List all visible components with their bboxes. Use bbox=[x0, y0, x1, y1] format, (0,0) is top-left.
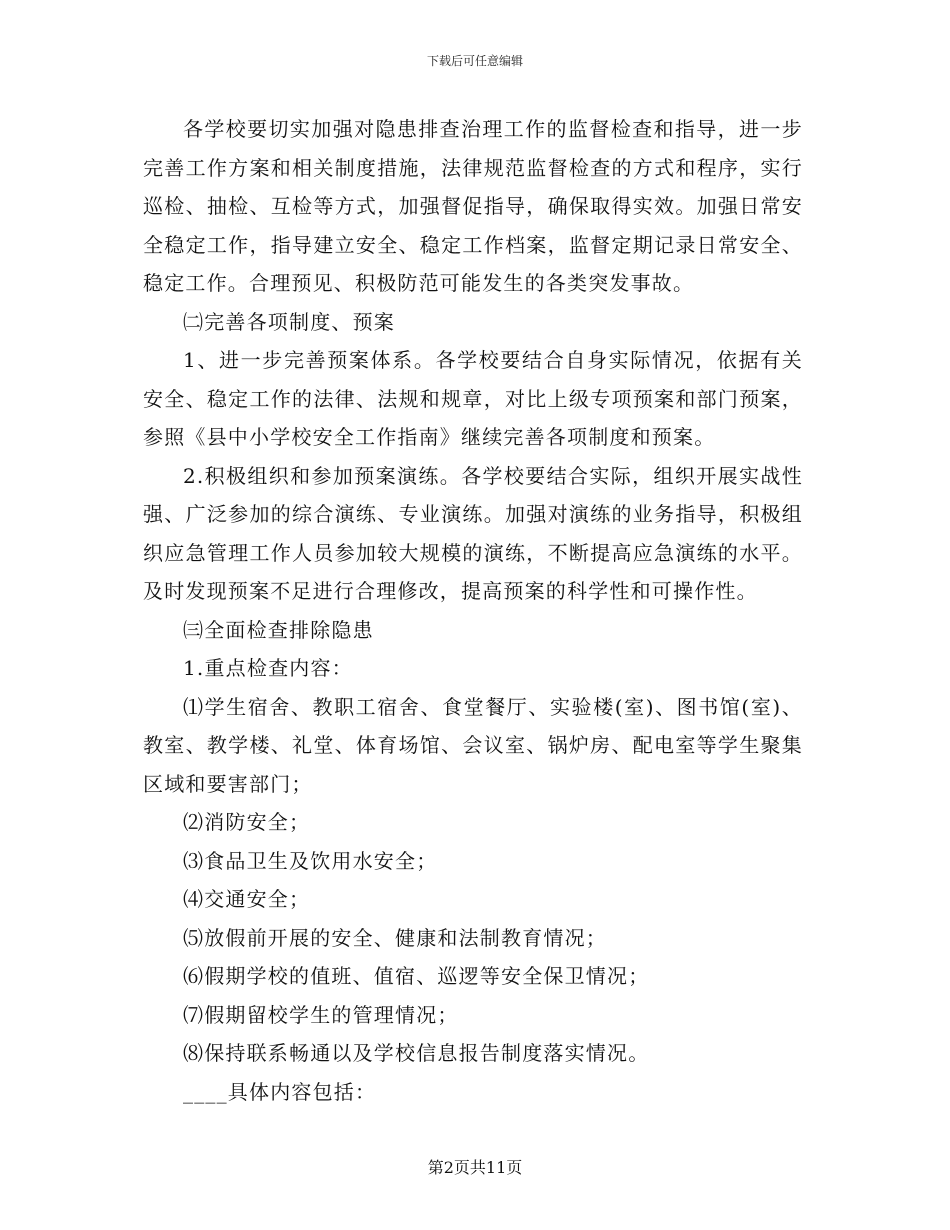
list-item: ⑵消防安全； bbox=[183, 810, 311, 834]
list-item: ⑺假期留校学生的管理情况； bbox=[183, 1002, 459, 1027]
list-item: ⑻保持联系畅通以及学校信息报告制度落实情况。 bbox=[183, 1041, 650, 1065]
page-header: 下载后可任意编辑 bbox=[426, 54, 523, 68]
paragraph-drills: 2.积极组织和参加预案演练。各学校要结合实际，组织开展实战性强、广泛参加的综合演练、专业演练。加强对演练的业务指导，积极组织应急管理工作人员参加较大规模的演练，不断提高应急演练的水平。及时发现预案不足进行合理修改，提高预案的科学性和可操作性。 bbox=[143, 463, 803, 603]
list-item: ⑸放假前开展的安全、健康和法制教育情况； bbox=[183, 925, 607, 950]
list-item: ⑶食品卫生及饮用水安全； bbox=[183, 848, 438, 873]
subheading-key-items: 1.重点检查内容： bbox=[183, 656, 353, 680]
section-heading-3: ㈢全面检查排除隐患 bbox=[183, 617, 374, 642]
paragraph-plan-system: 1、进一步完善预案体系。各学校要结合自身实际情况，依据有关安全、稳定工作的法律、法规和规章，对比上级专项预案和部门预案，参照《县中小学校安全工作指南》继续完善各项制度和预案。 bbox=[143, 348, 803, 449]
paragraph-details-intro: ____具体内容包括： bbox=[183, 1079, 377, 1104]
list-item: ⑴学生宿舍、教职工宿舍、食堂餐厅、实验楼(室)、图书馆(室)、教室、教学楼、礼堂、体育场馆、会议室、锅炉房、配电室等学生聚集区域和要害部门； bbox=[143, 694, 803, 796]
document-body bbox=[143, 110, 803, 1111]
list-item: ⑷交通安全； bbox=[183, 887, 311, 911]
paragraph-supervision: 各学校要切实加强对隐患排查治理工作的监督检查和指导，进一步完善工作方案和相关制度措施，法律规范监督检查的方式和程序，实行巡检、抽检、互检等方式，加强督促指导，确保取得实效。加强日常安全稳定工作，指导建立安全、稳定工作档案，监督定期记录日常安全、稳定工作。合理预见、积极防范可能发生的各类突发事故。 bbox=[143, 117, 803, 295]
list-item: ⑹假期学校的值班、值宿、巡逻等安全保卫情况； bbox=[183, 964, 650, 988]
page-footer: 第2页共11页 bbox=[427, 1158, 523, 1177]
section-heading-2: ㈡完善各项制度、预案 bbox=[183, 309, 395, 334]
